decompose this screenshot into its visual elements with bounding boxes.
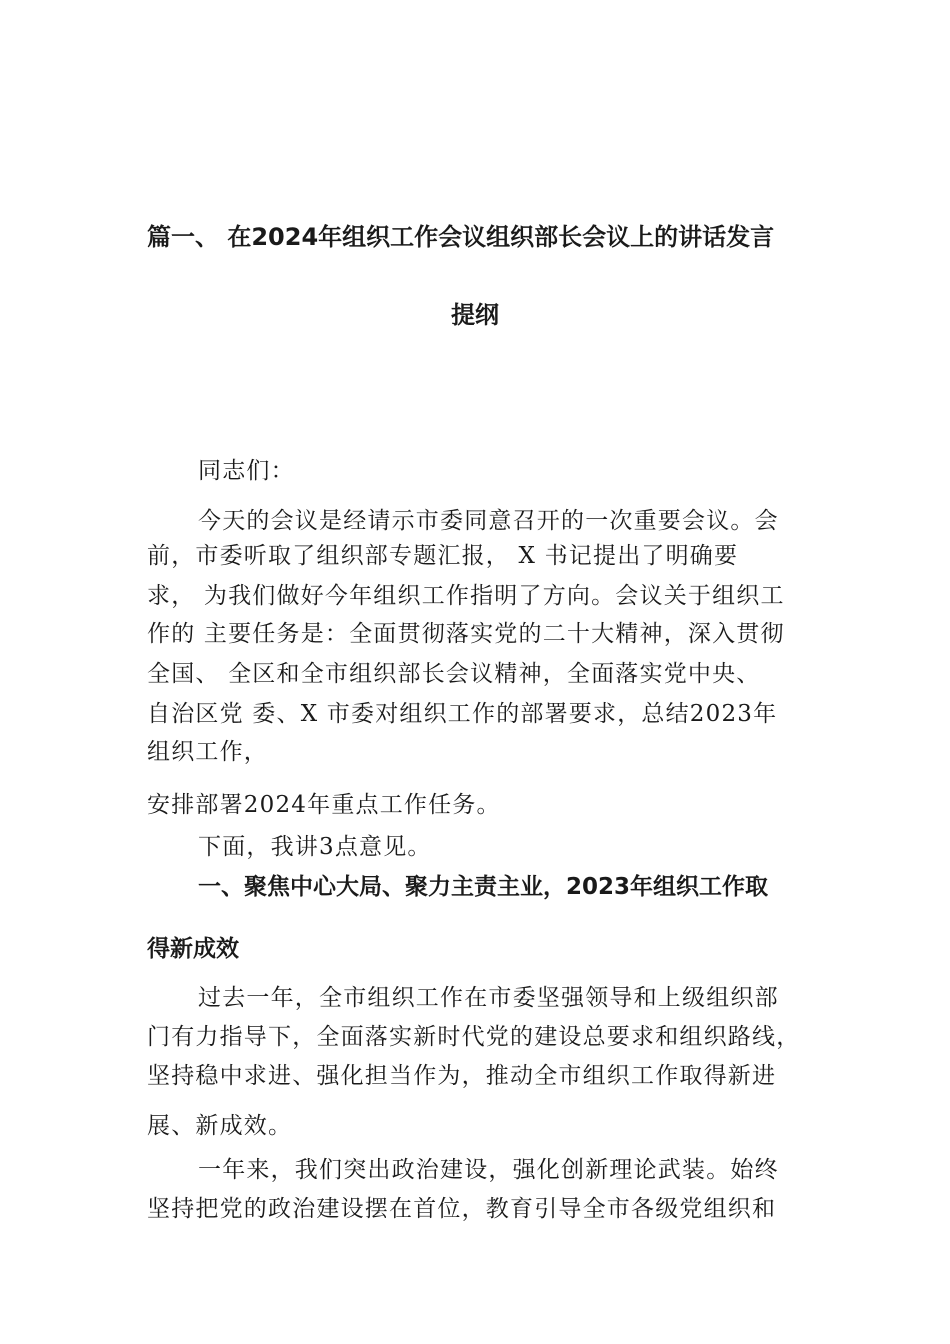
paragraph-1-line-1: 今天的会议是经请示市委同意召开的一次重要会议。会 bbox=[198, 508, 779, 534]
paragraph-5-line-1: 一年来，我们突出政治建设，强化创新理论武装。始终 bbox=[198, 1157, 779, 1183]
document-title-line-1: 篇一、 在2024年组织工作会议组织部长会议上的讲话发言 bbox=[147, 223, 775, 251]
section-1-heading-line-1: 一、聚焦中心大局、聚力主责主业，2023年组织工作取 bbox=[198, 874, 769, 900]
paragraph-1-line-7: 组织工作， bbox=[147, 739, 268, 765]
paragraph-1-line-4: 作的 主要任务是：全面贯彻落实党的二十大精神，深入贯彻 bbox=[147, 621, 785, 647]
salutation: 同志们： bbox=[198, 458, 295, 484]
paragraph-4-line-3: 坚持稳中求进、强化担当作为，推动全市组织工作取得新进 bbox=[147, 1063, 777, 1089]
paragraph-1-line-2: 前，市委听取了组织部专题汇报， X 书记提出了明确要 bbox=[147, 543, 739, 569]
paragraph-1-line-3: 求， 为我们做好今年组织工作指明了方向。会议关于组织工 bbox=[147, 583, 785, 609]
paragraph-1-line-5: 全国、 全区和全市组织部长会议精神，全面落实党中央、 bbox=[147, 661, 761, 687]
paragraph-4-line-2: 门有力指导下，全面落实新时代党的建设总要求和组织路线， bbox=[147, 1024, 801, 1050]
paragraph-3: 下面，我讲3点意见。 bbox=[198, 834, 432, 860]
paragraph-4-line-4: 展、新成效。 bbox=[147, 1113, 293, 1139]
section-1-heading-line-2: 得新成效 bbox=[147, 936, 239, 962]
document-title-line-2: 提纲 bbox=[451, 301, 499, 329]
paragraph-1-line-6: 自治区党 委、X 市委对组织工作的部署要求，总结2023年 bbox=[147, 701, 778, 727]
paragraph-4-line-1: 过去一年，全市组织工作在市委坚强领导和上级组织部 bbox=[198, 985, 779, 1011]
paragraph-5-line-2: 坚持把党的政治建设摆在首位，教育引导全市各级党组织和 bbox=[147, 1196, 777, 1222]
paragraph-2: 安排部署2024年重点工作任务。 bbox=[147, 792, 501, 818]
